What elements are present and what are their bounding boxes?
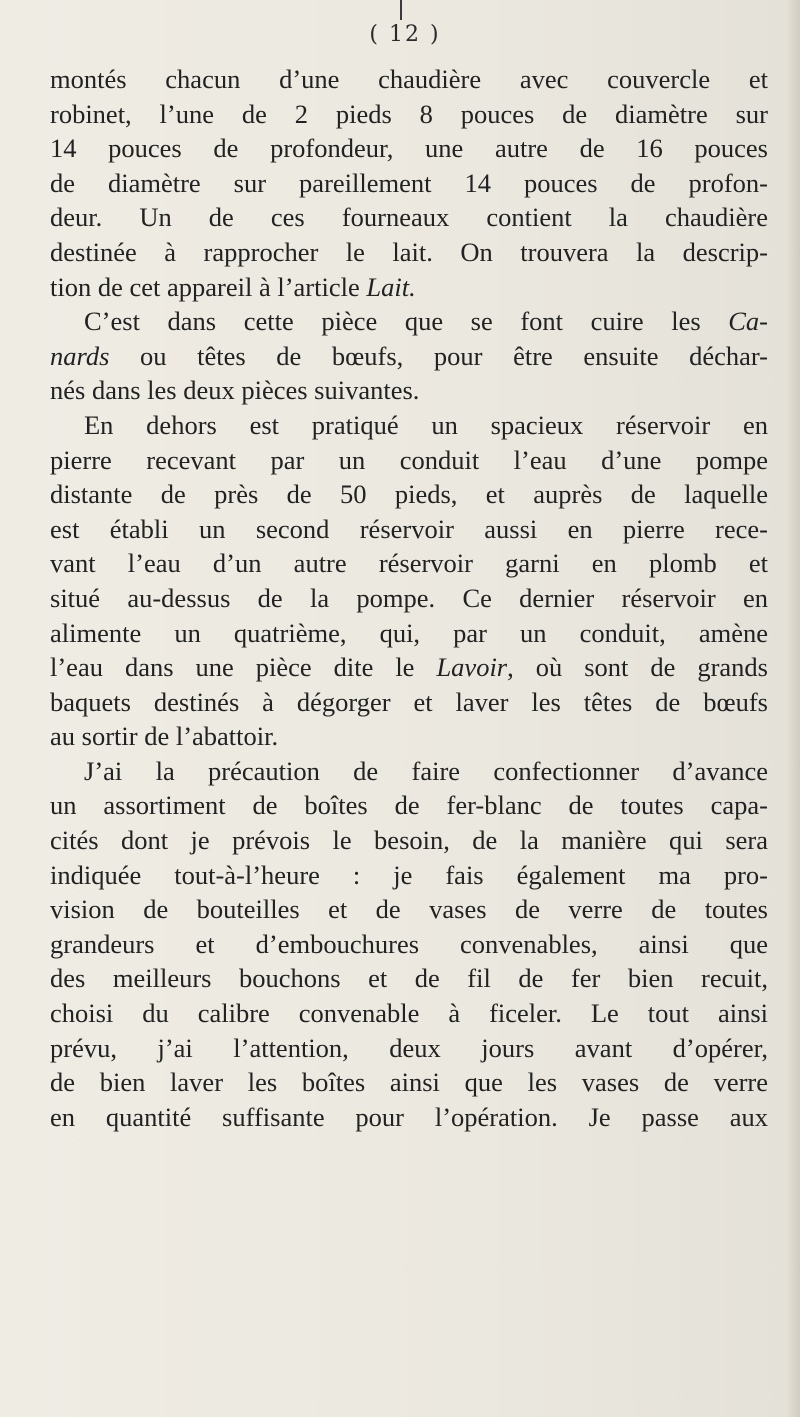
text-line: 14 pouces de profondeur, une autre de 16 pouces xyxy=(50,133,768,164)
text-line: deur. Un de ces fourneaux contient la chaudière xyxy=(50,202,768,233)
text-line: robinet, l’une de 2 pieds 8 pouces de diamètre sur xyxy=(50,98,768,129)
text-segment: tion de cet appareil à l’article xyxy=(50,271,367,302)
top-binding-mark xyxy=(400,0,402,20)
text-line: montés chacun d’une chaudière avec couvercle et xyxy=(50,64,768,94)
text-line: En dehors est pratiqué un spacieux réservoir en xyxy=(84,409,768,440)
text-line xyxy=(50,270,768,305)
page-number: ( 12 ) xyxy=(369,22,441,47)
paragraph-2 xyxy=(50,304,768,408)
text-line xyxy=(50,339,768,374)
text-line: au sortir de l’abattoir. xyxy=(50,721,279,752)
text-line: un assortiment de boîtes de fer-blanc de toutes capa- xyxy=(50,790,768,821)
italic-term: Lavoir xyxy=(436,652,508,683)
text-line: des meilleurs bouchons et de fil de fer bien recuit, xyxy=(50,963,768,994)
text-line xyxy=(50,650,768,685)
text-line: prévu, j’ai l’attention, deux jours avant d’opérer, xyxy=(50,1032,768,1063)
paragraph-3 xyxy=(50,408,768,754)
text-line: destinée à rapprocher le lait. On trouvera la descrip- xyxy=(50,236,768,267)
text-line: choisi du calibre convenable à ficeler. Le tout ainsi xyxy=(50,998,768,1029)
text-line: distante de près de 50 pieds, et auprès de laquelle xyxy=(50,479,768,510)
body-text xyxy=(50,62,768,1134)
italic-term: Lait. xyxy=(366,271,416,302)
paragraph-4 xyxy=(50,754,768,1135)
paragraph-1 xyxy=(50,62,768,304)
italic-term: Ca- xyxy=(728,306,768,337)
text-line: de bien laver les boîtes ainsi que les vases de verre xyxy=(50,1067,768,1098)
text-line: indiquée tout-à-l’heure : je fais également ma pro- xyxy=(50,859,768,890)
text-segment: l’eau dans une pièce dite le xyxy=(50,652,437,683)
text-line: vision de bouteilles et de vases de verre de toutes xyxy=(50,894,768,925)
text-line: cités dont je prévois le besoin, de la manière qui sera xyxy=(50,825,768,856)
text-line: grandeurs et d’embouchures convenables, ainsi que xyxy=(50,928,768,959)
text-line: J’ai la précaution de faire confectionner d’avance xyxy=(84,755,768,786)
italic-term: nards xyxy=(50,340,110,371)
text-line: situé au-dessus de la pompe. Ce dernier réservoir en xyxy=(50,582,768,613)
page-edge-shadow xyxy=(786,0,800,1417)
text-line: vant l’eau d’un autre réservoir garni en plomb et xyxy=(50,548,768,579)
text-line: pierre recevant par un conduit l’eau d’une pompe xyxy=(50,444,768,475)
text-segment: ou têtes de bœufs, pour être ensuite déchar- xyxy=(109,340,768,371)
text-segment: , où sont de grands xyxy=(507,652,768,683)
text-line xyxy=(50,304,768,339)
text-segment: C’est dans cette pièce que se font cuire les xyxy=(84,306,729,337)
text-line: alimente un quatrième, qui, par un conduit, amène xyxy=(50,617,768,648)
text-line: baquets destinés à dégorger et laver les têtes de bœufs xyxy=(50,686,768,717)
text-line: en quantité suffisante pour l’opération. Je passe aux xyxy=(50,1101,768,1132)
text-line: nés dans les deux pièces suivantes. xyxy=(50,375,420,406)
text-line: est établi un second réservoir aussi en pierre rece- xyxy=(50,513,768,544)
text-line: de diamètre sur pareillement 14 pouces de profon- xyxy=(50,167,768,198)
